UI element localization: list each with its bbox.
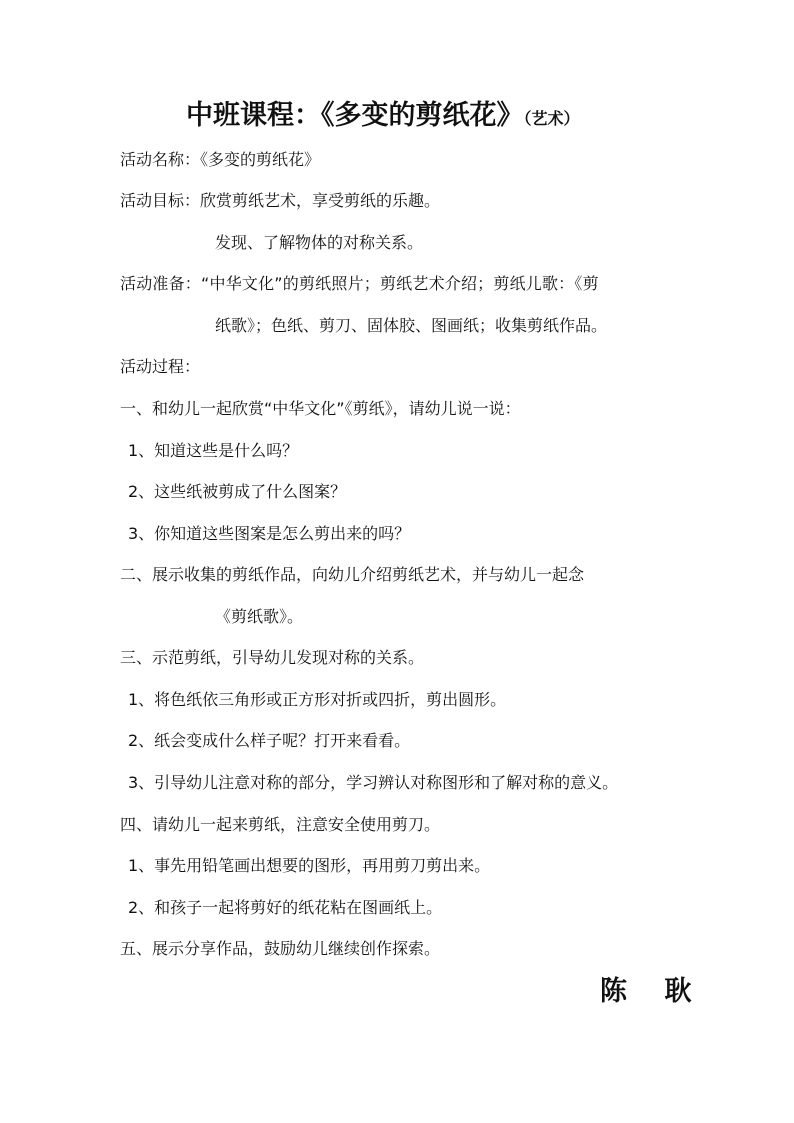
step-1-item: 2、这些纸被剪成了什么图案？	[128, 482, 347, 501]
step-3-item: 1、将色纸依三角形或正方形对折或四折，剪出圆形。	[128, 690, 507, 709]
activity-name-line: 活动名称：《多变的剪纸花》	[120, 150, 321, 169]
page-title	[186, 96, 706, 139]
step-2-line-2: 《剪纸歌》。	[215, 607, 304, 626]
step-5-text: 五、展示分享作品，鼓励幼儿继续创作探索。	[120, 939, 441, 958]
step-3-item: 2、纸会变成什么样子呢？打开来看看。	[128, 731, 411, 750]
title-main: 中班课程：《多变的剪纸花》	[186, 100, 524, 131]
process-heading: 活动过程：	[120, 357, 201, 376]
activity-prep-line-2: 纸歌》；色纸、剪刀、固体胶、图画纸；收集剪纸作品。	[215, 316, 608, 335]
author-signature: 陈 耿	[600, 976, 706, 1007]
activity-prep-line-1: 活动准备：“中华文化”的剪纸照片；剪纸艺术介绍；剪纸儿歌：《剪	[120, 274, 599, 293]
activity-goal-line-1: 活动目标：欣赏剪纸艺术，享受剪纸的乐趣。	[120, 191, 441, 210]
step-4-item: 2、和孩子一起将剪好的纸花粘在图画纸上。	[128, 898, 443, 917]
step-1-item: 3、你知道这些图案是怎么剪出来的吗？	[128, 524, 411, 543]
activity-goal-line-2: 发现、了解物体的对称关系。	[215, 233, 424, 252]
step-3-text: 三、示范剪纸，引导幼儿发现对称的关系。	[120, 648, 425, 667]
step-1-text: 一、和幼儿一起欣赏“中华文化”《剪纸》，请幼儿说一说：	[120, 399, 521, 418]
step-3-item: 3、引导幼儿注意对称的部分，学习辨认对称图形和了解对称的意义。	[128, 773, 619, 792]
step-4-text: 四、请幼儿一起来剪纸，注意安全使用剪刀。	[120, 815, 441, 834]
step-4-item: 1、事先用铅笔画出想要的图形，再用剪刀剪出来。	[128, 856, 491, 875]
step-2-line-1: 二、展示收集的剪纸作品，向幼儿介绍剪纸艺术，并与幼儿一起念	[120, 565, 585, 584]
step-1-item: 1、知道这些是什么吗？	[128, 441, 299, 460]
title-subtitle: （艺术）	[523, 109, 580, 128]
